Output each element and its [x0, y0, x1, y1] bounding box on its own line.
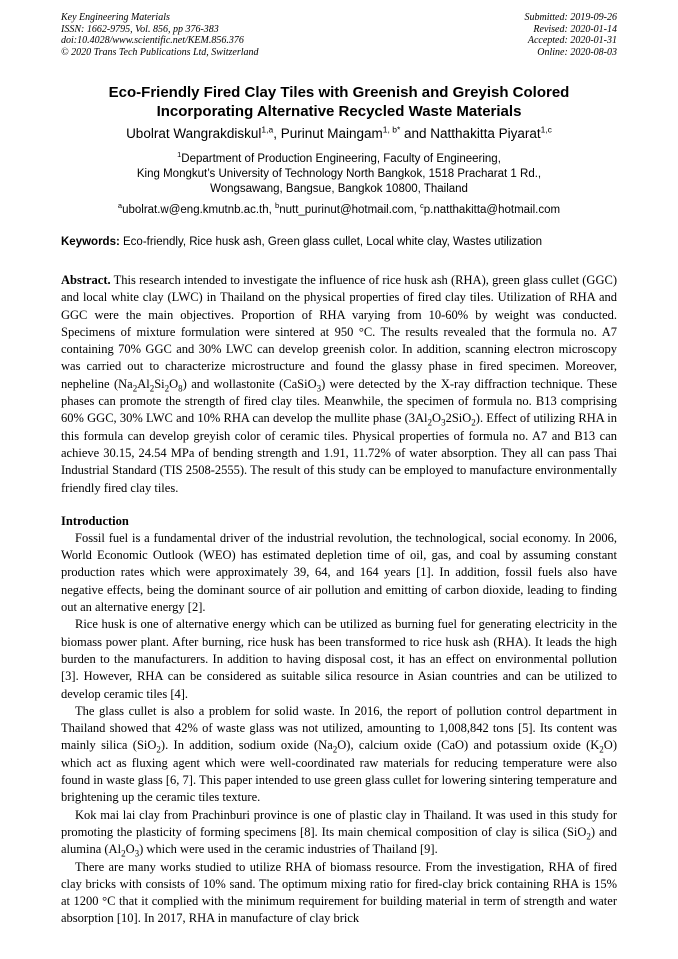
authors-line: Ubolrat Wangrakdiskul$^{1,a}$, Purinut Maingam$^{1, b*}$ and Natthakitta Piyarat$^{1,c}$ — [126, 124, 552, 141]
journal-name: Key Engineering Materials — [61, 12, 170, 23]
keywords-label: Keywords: — [61, 236, 120, 248]
journal-info — [61, 12, 259, 58]
issn-volume-line: ISSN: 1662-9795, Vol. 856, pp 376-383 — [61, 23, 219, 35]
keywords-line — [61, 235, 617, 250]
intro-paragraph-2: Rice husk is one of alternative energy which can be utilized as burning fuel for generating electricity in the biomass power plant. After burning, rice husk has been transformed to rice husk ash (RHA). It leads the high burden to the manufacturers. In addition to having disposal cost, it has an effect on environmental pollution [3]. However, RHA can be considered as suitable silica resource in Asian countries and can be utilized to develop ceramic tiles [4]. — [61, 617, 617, 701]
author-emails: $^a$ubolrat.w@eng.kmutnb.ac.th, $^b$nutt_purinut@hotmail.com, $^c$p.natthakitta@hotmail.com — [117, 201, 561, 216]
intro-paragraph-5: There are many works studied to utilize RHA of biomass resource. From the investigation, RHA of fired clay bricks with consists of 10% sand. The optimum mixing ratio for fired-clay brick containing RHA is 15% at 1200 °C that it complied with the minimum requirement for building material in term of strength and water absorption [10]. In 2017, RHA in manufacture of clay brick — [61, 859, 617, 926]
paper-title: Eco-Friendly Fired Clay Tiles with Greenish and Greyish Colored Incorporating Alternative Recycled Waste Materials — [108, 84, 570, 120]
submitted-date: Submitted: 2019-09-26 — [524, 12, 617, 23]
intro-paragraph-1: Fossil fuel is a fundamental driver of the industrial revolution, the technological, social economy. In 2006, World Economic Outlook (WEO) has estimated depletion time of oil, gas, and coal by assuming constant production rates which were approximately 39, 64, and 164 years [1]. In addition, fossil fuels also have negative effects, being the dominant source of air pollution and emitting of carbon dioxide, leading to finding out an alternative energy [2]. — [61, 530, 617, 615]
intro-paragraph-3: The glass cullet is also a problem for solid waste. In 2016, the report of pollution control department in Thailand showed that 42% of waste glass was not utilized, amounting to 1,008,842 tons [5]. Its content was mainly silica (SiO$_2$). In addition, sodium oxide $(Na_2O)$, calcium oxide (CaO) and potassium oxide $(K_2O)$ which act as fluxing agent which were well-coordinated raw materials for reducing temperature were also found in waste glass [6, 7]. This paper intended to use green glass cullet for lowering sintering temperature and brightening up the ceramic tiles texture. — [61, 703, 617, 805]
journal-header — [61, 12, 617, 58]
copyright-line: © 2020 Trans Tech Publications Ltd, Switzerland — [61, 46, 259, 58]
doi-line: doi:10.4028/www.scientific.net/KEM.856.376 — [61, 35, 244, 46]
affiliation-text: $^1$Department of Production Engineering, Faculty of Engineering, King Mongkut’s University of Technology North Bangkok, 1518 Pracharat 1 Rd., Wongsawang, Bangsue, Bangkok 10800, Thailand — [136, 150, 542, 195]
intro-paragraph-4: Kok mai lai clay from Prachinburi province is one of plastic clay in Thailand. It was used in this study for promoting the plasticity of forming specimens [8]. Its main chemical composition of clay is silica (SiO$_2$) and alumina $(Al_2O_3)$ which were used in the ceramic industries of Thailand [9]. — [61, 807, 617, 859]
accepted-date: Accepted: 2020-01-31 — [527, 35, 617, 46]
online-date: Online: 2020-08-03 — [537, 46, 617, 58]
submission-dates — [525, 12, 618, 58]
abstract — [61, 272, 617, 497]
revised-date: Revised: 2020-01-14 — [533, 23, 617, 35]
keywords-text: Eco-friendly, Rice husk ash, Green glass cullet, Local white clay, Wastes utilization — [123, 236, 543, 248]
introduction-heading: Introduction — [61, 513, 129, 528]
abstract-label: Abstract. — [61, 273, 111, 287]
abstract-text: This research intended to investigate the influence of rice husk ash (RHA), green glass cullet (GGC) and local white clay (LWC) in Thailand on the physical properties of fired clay tiles. Utilization of RHA and GGC were the main objectives. Proportion of RHA varying from 10-60% by weight was conducted. Specimens of mixture formulation were sintered at 950 °C. The results revealed that the formula no. A7 containing 70% GGC and 30% LWC can develop greenish color. In addition, scanning electron microscopy was carried out to characterize microstructure and found the glassy phase in fired specimen. Moreover, nepheline $(Na_2Al_2Si_2O_8)$ and wollastonite (CaSiO$_3$) were detected by the X-ray diffraction technique. These phases can promote the strength of fired clay tiles. Meanwhile, the specimen of formula no. B13 comprising 60% GGC, 30% LWC and 10% RHA can develop the mullite phase $(3Al_2O_32SiO_2)$. Effect of utilizing RHA in this formula can develop greyish color of ceramic tiles. Physical properties of formula no. A7 and B13 can achieve 30.15, 24.54 MPa of bending strength and 1.91, 11.72% of water absorption. They all can pass Thai Industrial Standard (TIS 2508-2555). The result of this study can be employed to manufacture environmentally friendly fired clay tiles. — [61, 273, 618, 495]
